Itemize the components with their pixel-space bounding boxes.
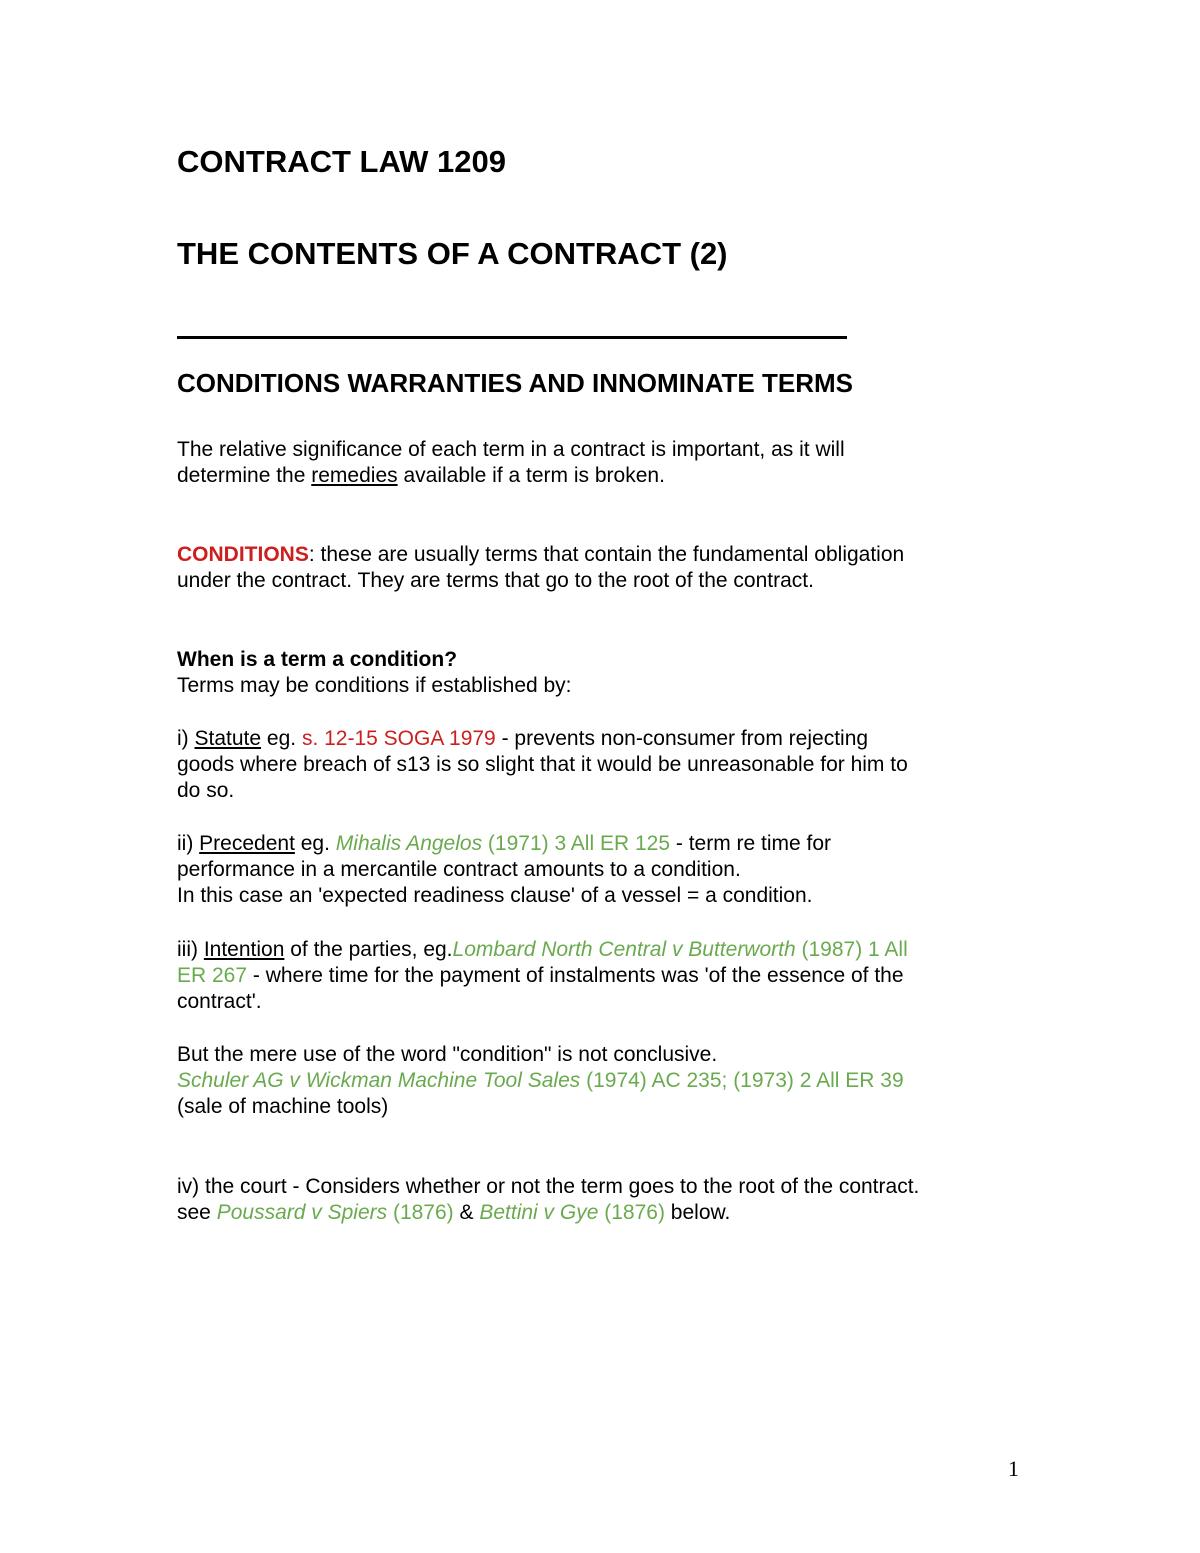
- case-poussard: Poussard v Spiers: [216, 1201, 388, 1224]
- item-intention-line-3: contract'.: [177, 990, 262, 1013]
- conditions-label: CONDITIONS: [177, 543, 309, 566]
- document-title: CONTRACT LAW 1209: [177, 144, 506, 179]
- intro-line-2: determine the remedies available if a term is broken.: [177, 464, 665, 487]
- mere-use-line-3: (sale of machine tools): [177, 1095, 389, 1118]
- when-heading: When is a term a condition?: [177, 648, 458, 671]
- item-precedent-line-1: ii) Precedent eg. Mihalis Angelos (1971) 3 All ER 125 - term re time for: [177, 832, 832, 855]
- item-intention-line-1: iii) Intention of the parties, eg.Lombard North Central v Butterworth (1987) 1 All: [177, 938, 908, 961]
- item-intention-line-2: ER 267 - where time for the payment of instalments was 'of the essence of the: [177, 964, 904, 987]
- conditions-line-2: under the contract. They are terms that go to the root of the contract.: [177, 569, 814, 592]
- horizontal-rule: [177, 336, 847, 339]
- soga-reference: s. 12-15 SOGA 1979: [301, 727, 496, 750]
- case-schuler: Schuler AG v Wickman Machine Tool Sales: [177, 1069, 581, 1092]
- precedent-term: Precedent: [199, 832, 295, 855]
- case-bettini: Bettini v Gye: [479, 1201, 599, 1224]
- item-precedent-line-2: performance in a mercantile contract amounts to a condition.: [177, 858, 741, 881]
- intention-term: Intention: [203, 938, 285, 961]
- item-court-line-1: iv) the court - Considers whether or not the term goes to the root of the contract.: [177, 1175, 920, 1198]
- conditions-line-1: CONDITIONS: these are usually terms that contain the fundamental obligation: [177, 543, 905, 566]
- mere-use-line-2: Schuler AG v Wickman Machine Tool Sales (1974) AC 235; (1973) 2 All ER 39: [177, 1069, 904, 1092]
- page-number: 1: [1008, 1456, 1019, 1481]
- item-precedent-line-3: In this case an 'expected readiness clause' of a vessel = a condition.: [177, 884, 813, 907]
- item-court-line-2: see Poussard v Spiers (1876) & Bettini v Gye (1876) below.: [177, 1201, 731, 1224]
- section-heading: CONDITIONS WARRANTIES AND INNOMINATE TERMS: [177, 368, 853, 398]
- document-subtitle: THE CONTENTS OF A CONTRACT (2): [177, 236, 728, 271]
- intro-line-1: The relative significance of each term in a contract is important, as it will: [177, 438, 845, 461]
- case-mihalis-angelos: Mihalis Angelos: [335, 832, 483, 855]
- item-statute-line-1: i) Statute eg. s. 12-15 SOGA 1979 - prevents non-consumer from rejecting: [177, 727, 869, 750]
- case-lombard: Lombard North Central v Butterworth: [452, 938, 796, 961]
- mere-use-line-1: But the mere use of the word "condition" is not conclusive.: [177, 1043, 718, 1066]
- item-statute-line-2: goods where breach of s13 is so slight that it would be unreasonable for him to: [177, 753, 908, 776]
- when-subtext: Terms may be conditions if established by:: [177, 674, 572, 697]
- item-statute-line-3: do so.: [177, 779, 235, 802]
- statute-term: Statute: [194, 727, 262, 750]
- remedies-term: remedies: [311, 464, 398, 487]
